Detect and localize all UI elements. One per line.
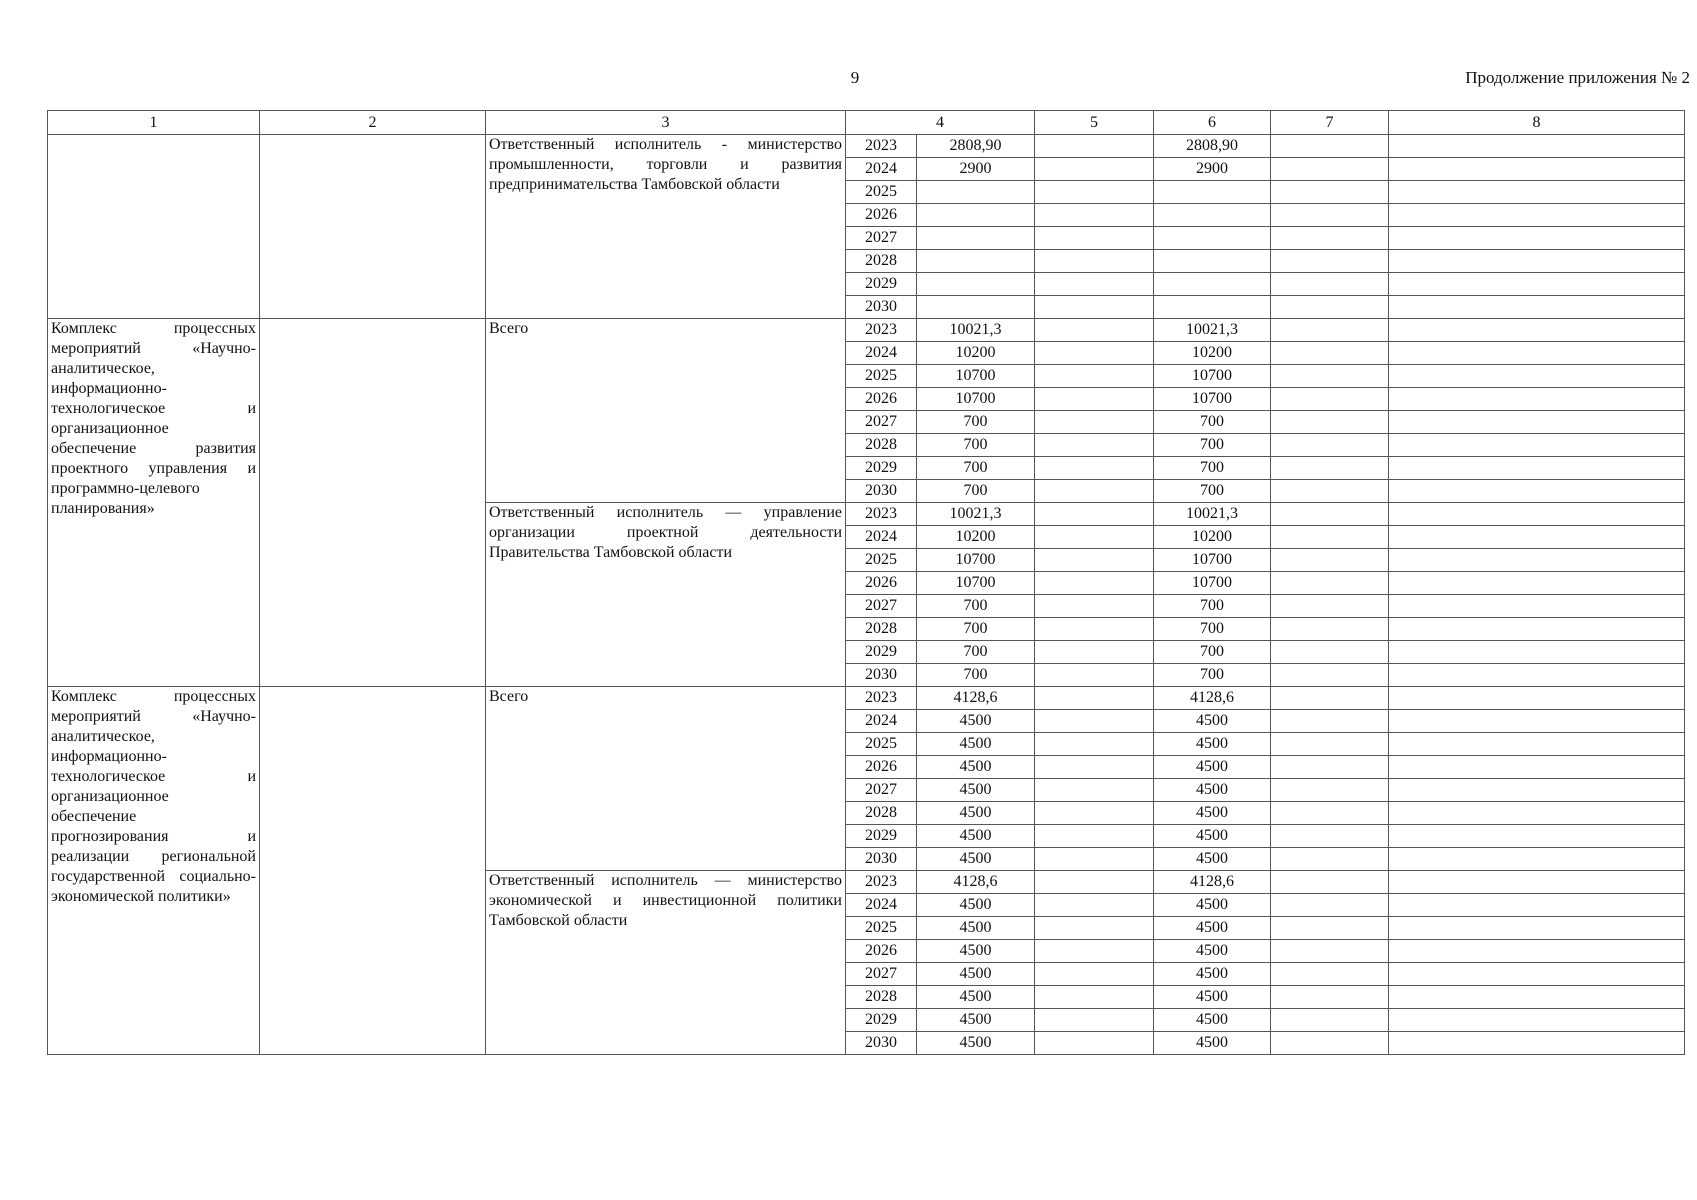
- year-cell: 2028: [846, 434, 917, 457]
- col4-value: 10700: [917, 572, 1035, 595]
- col5-value: [1035, 572, 1154, 595]
- col6-value: [1154, 296, 1271, 319]
- col5-value: [1035, 549, 1154, 572]
- col7-value: [1271, 940, 1389, 963]
- col6-value: 10700: [1154, 549, 1271, 572]
- col6-value: 4500: [1154, 940, 1271, 963]
- col7-value: [1271, 434, 1389, 457]
- col5-value: [1035, 434, 1154, 457]
- year-cell: 2023: [846, 687, 917, 710]
- appendix-continuation-note: Продолжение приложения № 2: [1465, 68, 1690, 87]
- col4-value: 4128,6: [917, 871, 1035, 894]
- col6-value: 700: [1154, 480, 1271, 503]
- col8-value: [1389, 1032, 1685, 1055]
- col8-value: [1389, 135, 1685, 158]
- program-name-cell: Комплекс процессных мероприятий «Научно-аналитическое, информационно-технологическое и организационное обеспечение развития проектного управления и программно-целевого планирования»: [48, 319, 260, 687]
- col7-value: [1271, 618, 1389, 641]
- year-cell: 2030: [846, 1032, 917, 1055]
- col7-value: [1271, 1009, 1389, 1032]
- col7-value: [1271, 250, 1389, 273]
- column-number-row: [48, 111, 1685, 135]
- col5-value: [1035, 135, 1154, 158]
- col8-value: [1389, 848, 1685, 871]
- col6-value: 10021,3: [1154, 319, 1271, 342]
- col5-value: [1035, 365, 1154, 388]
- col6-value: [1154, 227, 1271, 250]
- col4-value: 4500: [917, 733, 1035, 756]
- col5-value: [1035, 227, 1154, 250]
- col8-value: [1389, 158, 1685, 181]
- year-cell: 2024: [846, 342, 917, 365]
- col8-value: [1389, 986, 1685, 1009]
- year-cell: 2030: [846, 296, 917, 319]
- col8-value: [1389, 618, 1685, 641]
- year-cell: 2025: [846, 181, 917, 204]
- col7-value: [1271, 296, 1389, 319]
- col5-value: [1035, 342, 1154, 365]
- col5-value: [1035, 388, 1154, 411]
- col6-value: 10700: [1154, 388, 1271, 411]
- col6-value: [1154, 181, 1271, 204]
- col6-value: 700: [1154, 664, 1271, 687]
- col6-value: 4500: [1154, 1032, 1271, 1055]
- col6-value: 10700: [1154, 572, 1271, 595]
- col6-value: 4500: [1154, 1009, 1271, 1032]
- col8-value: [1389, 572, 1685, 595]
- col7-value: [1271, 664, 1389, 687]
- year-cell: 2024: [846, 894, 917, 917]
- col7-value: [1271, 526, 1389, 549]
- col4-value: 2900: [917, 158, 1035, 181]
- col7-value: [1271, 204, 1389, 227]
- col8-value: [1389, 296, 1685, 319]
- col2-cell: [260, 135, 486, 319]
- col7-value: [1271, 710, 1389, 733]
- col6-value: 2900: [1154, 158, 1271, 181]
- year-cell: 2027: [846, 411, 917, 434]
- col6-value: 4500: [1154, 710, 1271, 733]
- col8-value: [1389, 641, 1685, 664]
- col5-value: [1035, 848, 1154, 871]
- year-cell: 2026: [846, 572, 917, 595]
- col7-value: [1271, 917, 1389, 940]
- year-cell: 2028: [846, 618, 917, 641]
- col5-value: [1035, 779, 1154, 802]
- col-header-6: 6: [1154, 111, 1271, 135]
- year-cell: 2025: [846, 549, 917, 572]
- col6-value: 4500: [1154, 733, 1271, 756]
- col4-value: 10200: [917, 526, 1035, 549]
- col6-value: 4128,6: [1154, 687, 1271, 710]
- col5-value: [1035, 503, 1154, 526]
- year-cell: 2028: [846, 802, 917, 825]
- col5-value: [1035, 457, 1154, 480]
- col5-value: [1035, 687, 1154, 710]
- col7-value: [1271, 1032, 1389, 1055]
- col5-value: [1035, 595, 1154, 618]
- year-cell: 2027: [846, 779, 917, 802]
- col7-value: [1271, 572, 1389, 595]
- col4-value: 10700: [917, 365, 1035, 388]
- col4-value: 10021,3: [917, 319, 1035, 342]
- col-header-8: 8: [1389, 111, 1685, 135]
- col6-value: 700: [1154, 434, 1271, 457]
- col8-value: [1389, 365, 1685, 388]
- col8-value: [1389, 181, 1685, 204]
- col4-value: 700: [917, 595, 1035, 618]
- col2-cell: [260, 687, 486, 1055]
- col4-value: 4500: [917, 894, 1035, 917]
- col8-value: [1389, 388, 1685, 411]
- col7-value: [1271, 411, 1389, 434]
- col7-value: [1271, 388, 1389, 411]
- col4-value: 4500: [917, 1009, 1035, 1032]
- col5-value: [1035, 733, 1154, 756]
- table-body: [48, 135, 1685, 1055]
- col7-value: [1271, 756, 1389, 779]
- col5-value: [1035, 480, 1154, 503]
- col4-value: 10021,3: [917, 503, 1035, 526]
- col5-value: [1035, 250, 1154, 273]
- col6-value: 4500: [1154, 802, 1271, 825]
- col5-value: [1035, 181, 1154, 204]
- col4-value: 4500: [917, 779, 1035, 802]
- col7-value: [1271, 181, 1389, 204]
- col7-value: [1271, 273, 1389, 296]
- col5-value: [1035, 917, 1154, 940]
- col7-value: [1271, 549, 1389, 572]
- col4-value: 4500: [917, 825, 1035, 848]
- col5-value: [1035, 940, 1154, 963]
- col6-value: 700: [1154, 595, 1271, 618]
- col4-value: [917, 181, 1035, 204]
- col4-value: 700: [917, 618, 1035, 641]
- funding-source-cell: Ответственный исполнитель — управление организации проектной деятельности Правительства Тамбовской области: [486, 503, 846, 687]
- col6-value: 10021,3: [1154, 503, 1271, 526]
- col7-value: [1271, 779, 1389, 802]
- year-cell: 2030: [846, 664, 917, 687]
- col5-value: [1035, 411, 1154, 434]
- col5-value: [1035, 296, 1154, 319]
- col5-value: [1035, 204, 1154, 227]
- year-cell: 2026: [846, 940, 917, 963]
- year-cell: 2023: [846, 319, 917, 342]
- col6-value: 700: [1154, 641, 1271, 664]
- col7-value: [1271, 158, 1389, 181]
- col4-value: 700: [917, 480, 1035, 503]
- col4-value: 700: [917, 457, 1035, 480]
- col6-value: 700: [1154, 411, 1271, 434]
- year-cell: 2024: [846, 710, 917, 733]
- col6-value: 10200: [1154, 342, 1271, 365]
- col8-value: [1389, 342, 1685, 365]
- col7-value: [1271, 641, 1389, 664]
- col7-value: [1271, 986, 1389, 1009]
- col4-value: [917, 273, 1035, 296]
- col8-value: [1389, 687, 1685, 710]
- col8-value: [1389, 503, 1685, 526]
- col7-value: [1271, 135, 1389, 158]
- year-cell: 2029: [846, 641, 917, 664]
- col5-value: [1035, 756, 1154, 779]
- col8-value: [1389, 894, 1685, 917]
- funding-table: [47, 110, 1685, 1055]
- year-cell: 2026: [846, 756, 917, 779]
- col5-value: [1035, 273, 1154, 296]
- col6-value: 4500: [1154, 825, 1271, 848]
- col7-value: [1271, 365, 1389, 388]
- year-cell: 2028: [846, 986, 917, 1009]
- col-header-4: 4: [846, 111, 1035, 135]
- col4-value: 10700: [917, 388, 1035, 411]
- col4-value: 700: [917, 434, 1035, 457]
- col8-value: [1389, 227, 1685, 250]
- col4-value: 700: [917, 641, 1035, 664]
- year-cell: 2024: [846, 526, 917, 549]
- col-header-3: 3: [486, 111, 846, 135]
- col8-value: [1389, 319, 1685, 342]
- col6-value: 4500: [1154, 779, 1271, 802]
- col4-value: 4128,6: [917, 687, 1035, 710]
- col8-value: [1389, 457, 1685, 480]
- col6-value: 700: [1154, 457, 1271, 480]
- col7-value: [1271, 963, 1389, 986]
- col6-value: [1154, 250, 1271, 273]
- col5-value: [1035, 319, 1154, 342]
- col4-value: 4500: [917, 963, 1035, 986]
- col5-value: [1035, 894, 1154, 917]
- col8-value: [1389, 1009, 1685, 1032]
- col7-value: [1271, 227, 1389, 250]
- col4-value: 4500: [917, 848, 1035, 871]
- col8-value: [1389, 917, 1685, 940]
- col4-value: 10200: [917, 342, 1035, 365]
- col8-value: [1389, 411, 1685, 434]
- col7-value: [1271, 480, 1389, 503]
- col8-value: [1389, 595, 1685, 618]
- funding-source-cell: Всего: [486, 687, 846, 871]
- funding-source-cell: Ответственный исполнитель — министерство экономической и инвестиционной политики Тамбовской области: [486, 871, 846, 1055]
- col5-value: [1035, 825, 1154, 848]
- col5-value: [1035, 158, 1154, 181]
- col-header-7: 7: [1271, 111, 1389, 135]
- col8-value: [1389, 756, 1685, 779]
- col8-value: [1389, 733, 1685, 756]
- col4-value: 4500: [917, 917, 1035, 940]
- year-cell: 2025: [846, 365, 917, 388]
- year-cell: 2023: [846, 871, 917, 894]
- col8-value: [1389, 204, 1685, 227]
- col6-value: 4500: [1154, 917, 1271, 940]
- col8-value: [1389, 480, 1685, 503]
- year-cell: 2028: [846, 250, 917, 273]
- col5-value: [1035, 963, 1154, 986]
- col6-value: 4500: [1154, 756, 1271, 779]
- col6-value: 4128,6: [1154, 871, 1271, 894]
- col7-value: [1271, 848, 1389, 871]
- col2-cell: [260, 319, 486, 687]
- program-name-cell: Комплекс процессных мероприятий «Научно-аналитическое, информационно-технологическое и организационное обеспечение прогнозирования и реализации региональной государственной социально-экономической политики»: [48, 687, 260, 1055]
- col5-value: [1035, 871, 1154, 894]
- col8-value: [1389, 273, 1685, 296]
- col-header-1: 1: [48, 111, 260, 135]
- col-header-5: 5: [1035, 111, 1154, 135]
- col5-value: [1035, 618, 1154, 641]
- col4-value: 4500: [917, 710, 1035, 733]
- year-cell: 2029: [846, 457, 917, 480]
- col7-value: [1271, 342, 1389, 365]
- col8-value: [1389, 710, 1685, 733]
- col5-value: [1035, 802, 1154, 825]
- col8-value: [1389, 526, 1685, 549]
- col4-value: 2808,90: [917, 135, 1035, 158]
- col8-value: [1389, 549, 1685, 572]
- col6-value: 4500: [1154, 963, 1271, 986]
- year-cell: 2027: [846, 963, 917, 986]
- table-row: [48, 135, 1685, 158]
- col4-value: 4500: [917, 756, 1035, 779]
- col8-value: [1389, 434, 1685, 457]
- col4-value: [917, 227, 1035, 250]
- col4-value: 10700: [917, 549, 1035, 572]
- col7-value: [1271, 687, 1389, 710]
- col7-value: [1271, 733, 1389, 756]
- col5-value: [1035, 1009, 1154, 1032]
- col5-value: [1035, 710, 1154, 733]
- col7-value: [1271, 457, 1389, 480]
- col6-value: 4500: [1154, 894, 1271, 917]
- year-cell: 2029: [846, 273, 917, 296]
- col8-value: [1389, 963, 1685, 986]
- funding-source-cell: Ответственный исполнитель - министерство промышленности, торговли и развития предпринимательства Тамбовской области: [486, 135, 846, 319]
- year-cell: 2024: [846, 158, 917, 181]
- col5-value: [1035, 664, 1154, 687]
- col7-value: [1271, 871, 1389, 894]
- col7-value: [1271, 319, 1389, 342]
- col4-value: [917, 204, 1035, 227]
- col7-value: [1271, 825, 1389, 848]
- col5-value: [1035, 641, 1154, 664]
- col6-value: 10200: [1154, 526, 1271, 549]
- col8-value: [1389, 250, 1685, 273]
- year-cell: 2023: [846, 135, 917, 158]
- year-cell: 2030: [846, 848, 917, 871]
- col7-value: [1271, 802, 1389, 825]
- col7-value: [1271, 894, 1389, 917]
- year-cell: 2030: [846, 480, 917, 503]
- col4-value: 700: [917, 664, 1035, 687]
- col6-value: 10700: [1154, 365, 1271, 388]
- col7-value: [1271, 503, 1389, 526]
- col8-value: [1389, 779, 1685, 802]
- year-cell: 2027: [846, 227, 917, 250]
- year-cell: 2029: [846, 825, 917, 848]
- col4-value: 4500: [917, 802, 1035, 825]
- col8-value: [1389, 802, 1685, 825]
- col6-value: [1154, 204, 1271, 227]
- col6-value: 4500: [1154, 848, 1271, 871]
- col6-value: 2808,90: [1154, 135, 1271, 158]
- year-cell: 2029: [846, 1009, 917, 1032]
- col4-value: [917, 250, 1035, 273]
- year-cell: 2027: [846, 595, 917, 618]
- col5-value: [1035, 526, 1154, 549]
- col4-value: 700: [917, 411, 1035, 434]
- table-row: [48, 687, 1685, 710]
- col8-value: [1389, 940, 1685, 963]
- year-cell: 2025: [846, 733, 917, 756]
- col5-value: [1035, 1032, 1154, 1055]
- col4-value: [917, 296, 1035, 319]
- col6-value: [1154, 273, 1271, 296]
- page-number: 9: [850, 68, 860, 87]
- year-cell: 2026: [846, 388, 917, 411]
- col-header-2: 2: [260, 111, 486, 135]
- col4-value: 4500: [917, 986, 1035, 1009]
- col8-value: [1389, 825, 1685, 848]
- col4-value: 4500: [917, 1032, 1035, 1055]
- year-cell: 2023: [846, 503, 917, 526]
- col5-value: [1035, 986, 1154, 1009]
- table-row: [48, 319, 1685, 342]
- col8-value: [1389, 664, 1685, 687]
- year-cell: 2026: [846, 204, 917, 227]
- col6-value: 700: [1154, 618, 1271, 641]
- col7-value: [1271, 595, 1389, 618]
- col4-value: 4500: [917, 940, 1035, 963]
- program-name-cell: [48, 135, 260, 319]
- col8-value: [1389, 871, 1685, 894]
- funding-source-cell: Всего: [486, 319, 846, 503]
- year-cell: 2025: [846, 917, 917, 940]
- col6-value: 4500: [1154, 986, 1271, 1009]
